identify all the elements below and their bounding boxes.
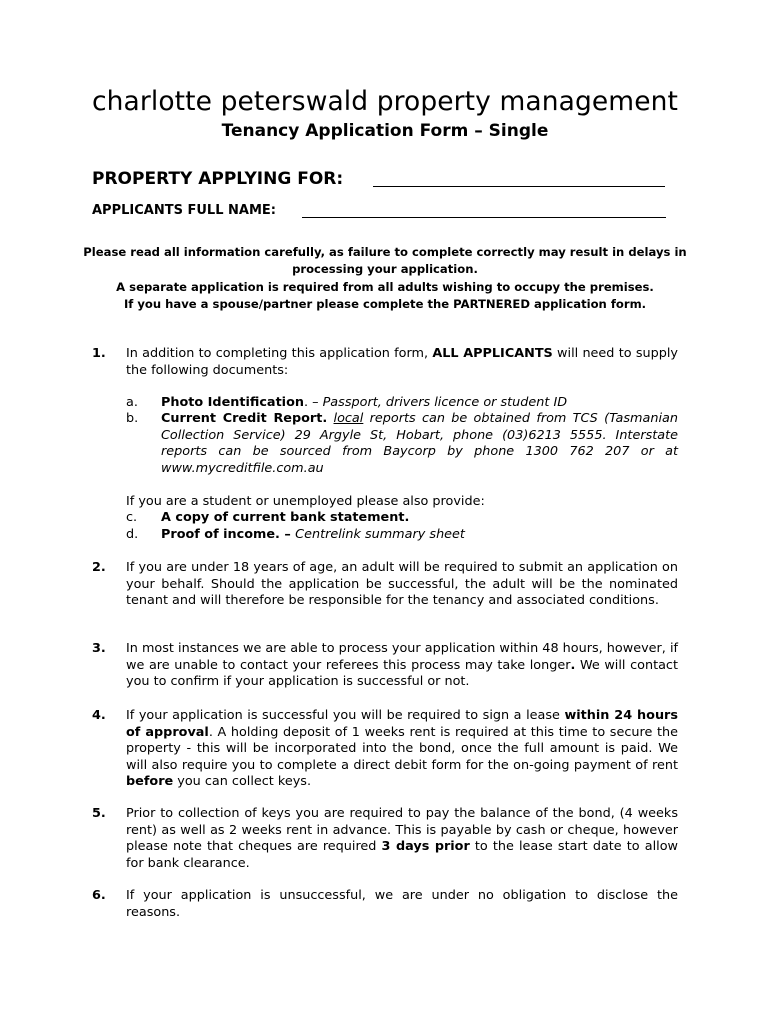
sub-label: c. [126,510,138,525]
sub-label: a. [126,395,138,410]
applicant-name-label: APPLICANTS FULL NAME: [92,203,276,218]
sub-text: A copy of current bank statement. [161,510,410,525]
sub-label: b. [126,411,139,426]
item-number: 4. [92,708,106,723]
sub-text: Photo Identification. – Passport, drivers licence or student ID [161,395,568,410]
item-text: If you are under 18 years of age, an adult will be required to submit an application on your behalf. Should the application be successful, the adult will be the nominated tenant and will therefore be responsible for the tenancy and associated conditions. [126,560,678,608]
item-number: 5. [92,806,106,821]
notice-line-1: Please read all information carefully, as failure to complete correctly may result in delays in processing your application. [83,245,687,277]
form-title: Tenancy Application Form – Single [221,121,549,141]
item-text: Prior to collection of keys you are required to pay the balance of the bond, (4 weeks rent) as well as 2 weeks rent in advance. This is payable by cash or cheque, however please note that cheques are required 3 days prior to the lease start date to allow for bank clearance. [126,806,678,871]
item-number: 3. [92,641,106,656]
item-text: In addition to completing this application form, ALL APPLICANTS will need to supply the following documents: [126,346,678,378]
applicant-name-input-line[interactable] [302,217,666,218]
company-name: charlotte peterswald property management [91,86,678,117]
item-number: 1. [92,346,106,361]
notice-line-3: If you have a spouse/partner please complete the PARTNERED application form. [123,297,647,312]
sub-label: d. [126,527,139,542]
sub-text: Current Credit Report. local reports can be obtained from TCS (Tasmanian Collection Service) 29 Argyle St, Hobart, phone (03)6213 5555. Interstate reports can be sourced from Baycorp by phone 1300 762 207 or at www.mycreditfile.com.au [161,411,678,476]
notice-line-2: A separate application is required from all adults wishing to occupy the premises. [116,279,654,294]
notice-block [80,244,690,314]
item-number: 2. [92,560,106,575]
property-label: PROPERTY APPLYING FOR: [92,169,344,189]
item-text: If your application is unsuccessful, we are under no obligation to disclose the reasons. [126,888,678,920]
sub-text: Proof of income. – Centrelink summary sheet [161,527,465,542]
student-note: If you are a student or unemployed please also provide: [126,494,485,509]
item-number: 6. [92,888,106,903]
item-text: If your application is successful you will be required to sign a lease within 24 hours of approval. A holding deposit of 1 weeks rent is required at this time to secure the property - this will be incorporated into the bond, once the full amount is paid. We will also require you to complete a direct debit form for the on-going payment of rent before you can collect keys. [126,708,678,789]
item-text: In most instances we are able to process your application within 48 hours, however, if we are unable to contact your referees this process may take longer. We will contact you to confirm if your application is successful or not. [126,641,678,689]
property-input-line[interactable] [373,186,665,187]
